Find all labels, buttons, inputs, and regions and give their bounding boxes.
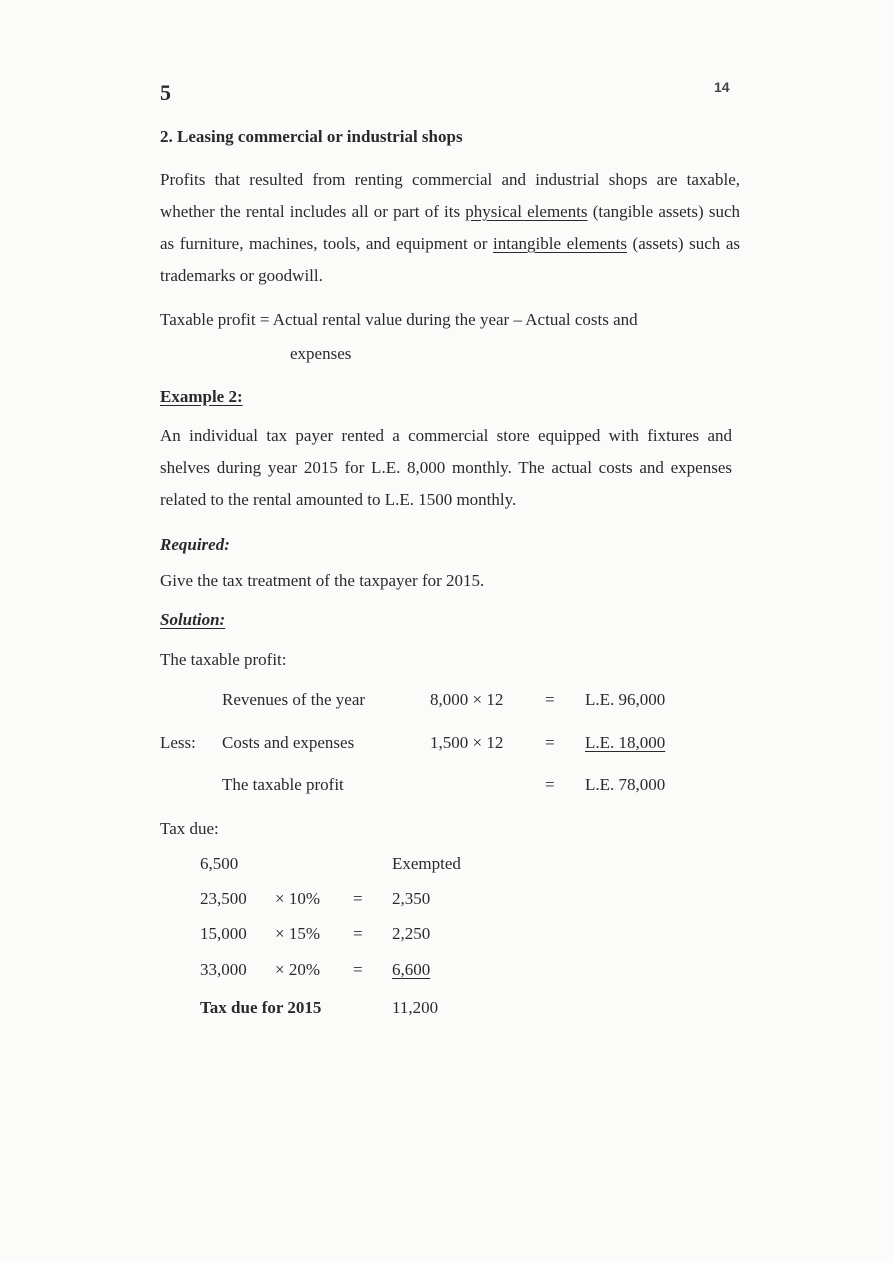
row-prefix: Less: [160, 733, 196, 752]
physical-elements-term: physical elements [465, 202, 588, 221]
page-number: 14 [714, 79, 730, 95]
tax-rate: × 15% [275, 924, 320, 943]
tax-amount: 15,000 [200, 924, 247, 943]
tax-result: 2,350 [392, 889, 431, 908]
tax-equals: = [353, 924, 363, 943]
row-value: L.E. 18,000 [585, 733, 666, 752]
tax-equals: = [353, 960, 363, 979]
row-label: The taxable profit [222, 775, 344, 794]
row-label: Costs and expenses [222, 733, 355, 752]
formula-line-1: Taxable profit = Actual rental value during the year – Actual costs and [160, 310, 638, 329]
tax-rate: × 20% [275, 960, 320, 979]
tax-amount: 23,500 [200, 889, 247, 908]
tax-result: 6,600 [392, 960, 431, 979]
row-calc: 1,500 × 12 [430, 733, 504, 752]
row-label: Revenues of the year [222, 690, 366, 709]
row-equals: = [545, 775, 555, 794]
row-equals: = [545, 733, 555, 752]
tax-result: Exempted [392, 854, 461, 873]
tax-amount: 6,500 [200, 854, 239, 873]
tax-rate: × 10% [275, 889, 320, 908]
intro-paragraph [160, 164, 740, 292]
row-value: L.E. 96,000 [585, 690, 666, 709]
tax-amount: 33,000 [200, 960, 247, 979]
solution-label: Solution: [160, 610, 226, 629]
row-value: L.E. 78,000 [585, 775, 666, 794]
example-text: An individual tax payer rented a commercial store equipped with fixtures and shelves during year 2015 for L.E. 8,000 monthly. The actual costs and expenses related to the rental amounted to L.E. 1500 monthly. [160, 426, 732, 509]
section-heading: 2. Leasing commercial or industrial shops [160, 127, 463, 146]
intro-text-b: (tangible assets) such as furniture, machines, tools, and equipment or [160, 202, 741, 253]
example-title: Example 2: [160, 387, 243, 406]
taxable-profit-label: The taxable profit: [160, 650, 287, 669]
intangible-elements-term: intangible elements [493, 234, 627, 253]
formula-line-2: expenses [290, 344, 352, 363]
required-label: Required: [160, 535, 230, 554]
tax-equals: = [353, 889, 363, 908]
tax-result: 2,250 [392, 924, 431, 943]
tax-total-value: 11,200 [392, 998, 439, 1017]
section-number: 5 [160, 80, 171, 105]
intro-text-c: (assets) such as trademarks or goodwill. [160, 234, 740, 285]
intro-text-a: Profits that resulted from renting commercial and industrial shops are taxable, whether the rental includes all or part of its [160, 170, 740, 221]
tax-total-label: Tax due for 2015 [200, 998, 322, 1017]
row-calc: 8,000 × 12 [430, 690, 504, 709]
required-text: Give the tax treatment of the taxpayer for 2015. [160, 571, 485, 590]
row-equals: = [545, 690, 555, 709]
tax-due-label: Tax due: [160, 819, 219, 838]
